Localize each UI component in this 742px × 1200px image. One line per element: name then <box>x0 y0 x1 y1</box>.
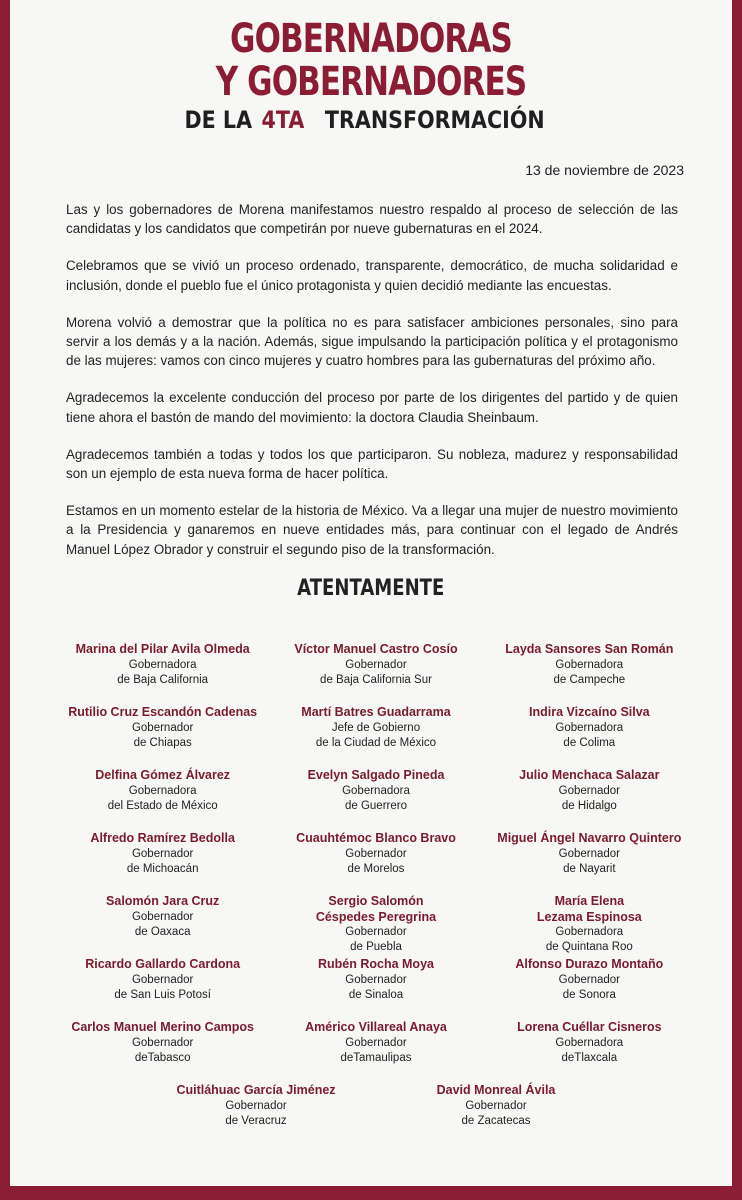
signer-role: Gobernadora <box>342 784 410 797</box>
signer-role: Gobernador <box>345 973 407 986</box>
header-line-3 <box>179 106 563 134</box>
signers-last-row <box>56 1083 696 1146</box>
signer-role: Gobernador <box>131 847 194 860</box>
signer-block <box>269 642 482 705</box>
signer-block <box>56 831 269 894</box>
signer-block <box>483 642 696 705</box>
signer-role: Gobernador <box>131 973 194 986</box>
signer-block <box>269 831 482 894</box>
signer-name: Martí Batres Guadarrama <box>301 705 451 719</box>
signer-state: de Sinaloa <box>348 988 404 1001</box>
signer-role: Gobernador <box>558 847 620 860</box>
signer-name: Julio Menchaca Salazar <box>519 768 660 782</box>
paragraph: Las y los gobernadores de Morena manifestamos nuestro respaldo al proceso de selección de las candidatas y los candidatos que competirán por nueve gubernaturas en el 2024. <box>66 202 678 237</box>
signer-state: de San Luis Potosí <box>114 988 211 1001</box>
paragraph: Celebramos que se vivió un proceso ordenado, transparente, democrático, de mucha solidaridad e inclusión, donde el pueblo fue el único protagonista y quien decidió mediante las encuestas. <box>66 258 678 293</box>
signer-name: Alfredo Ramírez Bedolla <box>90 831 235 845</box>
signer-role: Gobernador <box>558 973 620 986</box>
signer-name: María Elena <box>554 894 625 908</box>
signer-state: de Hidalgo <box>561 799 617 812</box>
header-line-3-prefix: DE LA <box>184 106 253 134</box>
signer-block <box>269 894 482 957</box>
signer-role: Gobernadora <box>555 721 624 734</box>
signer-block <box>483 768 696 831</box>
signer-role: Gobernador <box>131 910 194 923</box>
signer-block <box>56 1020 269 1083</box>
signer-role: Gobernadora <box>128 658 197 671</box>
signer-name: Rubén Rocha Moya <box>317 957 434 971</box>
signer-block <box>56 957 269 1020</box>
signer-state: de Baja California Sur <box>320 673 432 686</box>
signer-state: de Morelos <box>347 862 405 875</box>
signer-state: de Baja California <box>117 673 209 686</box>
signer-state: de la Ciudad de México <box>315 736 437 749</box>
signer-state: de Oaxaca <box>134 925 191 938</box>
signer-state: de Colima <box>563 736 616 749</box>
signer-name: Cuitláhuac García Jiménez <box>176 1083 336 1097</box>
signer-role: Gobernadora <box>555 1036 624 1049</box>
signer-name: Ricardo Gallardo Cardona <box>85 957 241 971</box>
signer-state: de Guerrero <box>344 799 407 812</box>
document-date: 13 de noviembre de 2023 <box>525 162 684 178</box>
signer-name: Miguel Ángel Navarro Quintero <box>497 831 682 845</box>
signer-block <box>269 768 482 831</box>
bottom-border-band <box>0 1186 742 1200</box>
signers-grid <box>56 642 696 1083</box>
signer-block <box>56 705 269 768</box>
signer-name: Indira Vizcaíno Silva <box>528 705 650 719</box>
signer-role: Gobernador <box>345 926 407 938</box>
signer-name: Marina del Pilar Avila Olmeda <box>75 642 250 656</box>
header-line-3-accent: 4TA <box>261 106 304 134</box>
signer-name: Evelyn Salgado Pineda <box>307 768 445 782</box>
signer-block <box>483 705 696 768</box>
signer-block <box>171 1083 341 1146</box>
signer-state: de Nayarit <box>563 862 616 875</box>
signer-role: Gobernador <box>558 784 620 797</box>
signer-role: Gobernadora <box>128 784 197 797</box>
signer-block <box>56 894 269 957</box>
signer-name-line-2: Céspedes Peregrina <box>315 909 437 924</box>
signer-name: Delfina Gómez Álvarez <box>95 768 231 782</box>
signer-name: Cuauhtémoc Blanco Bravo <box>296 831 456 845</box>
signer-state: del Estado de México <box>107 799 218 812</box>
signer-state: de Puebla <box>350 941 402 953</box>
signer-name: Américo Villareal Anaya <box>305 1020 447 1034</box>
signer-name: Víctor Manuel Castro Cosío <box>294 642 458 656</box>
signer-block <box>483 1020 696 1083</box>
signer-role: Gobernador <box>345 1036 407 1049</box>
paragraph: Agradecemos también a todas y todos los que participaron. Su nobleza, madurez y responsabilidad son un ejemplo de esta nueva forma de hacer política. <box>66 446 678 482</box>
signer-state: de Quintana Roo <box>545 941 633 953</box>
signer-name: Rutilio Cruz Escandón Cadenas <box>68 705 258 719</box>
signer-role: Gobernador <box>131 721 194 734</box>
signer-state: de Zacatecas <box>461 1114 531 1127</box>
signer-role: Jefe de Gobierno <box>331 721 421 734</box>
signer-state: deTamaulipas <box>340 1051 412 1064</box>
signer-role: Gobernador <box>131 1036 194 1049</box>
signer-block <box>269 705 482 768</box>
signer-name: Sergio Salomón <box>328 894 424 908</box>
signer-role: Gobernadora <box>555 658 624 671</box>
signer-name: Alfonso Durazo Montaño <box>515 957 664 971</box>
signer-role: Gobernadora <box>555 926 624 938</box>
signer-block <box>411 1083 581 1146</box>
paragraph: Estamos en un momento estelar de la historia de México. Va a llegar una mujer de nuestro movimiento a la Presidencia y ganaremos en nueve entidades más, para continuar con el legado de Andrés Manuel López Obrador y construir el segundo piso de la transformación. <box>66 503 678 557</box>
signer-state: de Chiapas <box>133 736 192 749</box>
signer-name: Carlos Manuel Merino Campos <box>71 1020 254 1034</box>
signer-name: David Monreal Ávila <box>436 1083 556 1097</box>
signer-state: deTabasco <box>134 1051 191 1064</box>
signer-name: Salomón Jara Cruz <box>106 894 220 908</box>
signer-name-line-2: Lezama Espinosa <box>536 909 642 924</box>
signer-block <box>483 957 696 1020</box>
signer-role: Gobernador <box>345 658 407 671</box>
signer-name: Lorena Cuéllar Cisneros <box>517 1020 662 1034</box>
signer-role: Gobernador <box>225 1099 287 1112</box>
signer-role: Gobernador <box>465 1099 527 1112</box>
signer-block <box>56 642 269 705</box>
header-line-2: Y GOBERNADORES <box>215 59 527 105</box>
signer-role: Gobernador <box>345 847 407 860</box>
signer-state: deTlaxcala <box>561 1051 618 1064</box>
letter-body <box>66 200 678 577</box>
paragraph: Morena volvió a demostrar que la política no es para satisfacer ambiciones personales, sino para servir a los demás y a la nación. Además, sigue impulsando la participación política y el protagonismo de las mujeres: vamos con cinco mujeres y cuatro hombres para las gubernaturas del próximo año. <box>66 314 678 369</box>
closing-text: ATENTAMENTE <box>297 576 445 601</box>
paragraph: Agradecemos la excelente conducción del proceso por parte de los dirigentes del partido y de quien tiene ahora el bastón de mando del movimiento: la doctora Claudia Sheinbaum. <box>66 390 678 425</box>
signer-block <box>56 768 269 831</box>
signer-state: de Veracruz <box>225 1114 287 1127</box>
signer-block <box>269 1020 482 1083</box>
signer-state: de Sonora <box>562 988 616 1001</box>
signer-block <box>483 894 696 957</box>
signer-name: Layda Sansores San Román <box>505 642 674 656</box>
closing-heading <box>0 576 742 601</box>
header-line-1: GOBERNADORAS <box>230 16 512 62</box>
signer-block <box>483 831 696 894</box>
header-line-3-suffix: TRANSFORMACIÓN <box>325 106 546 134</box>
signer-state: de Michoacán <box>126 862 199 875</box>
signer-block <box>269 957 482 1020</box>
signers-list <box>56 642 696 1146</box>
signer-state: de Campeche <box>553 673 626 686</box>
letterhead <box>0 18 742 134</box>
